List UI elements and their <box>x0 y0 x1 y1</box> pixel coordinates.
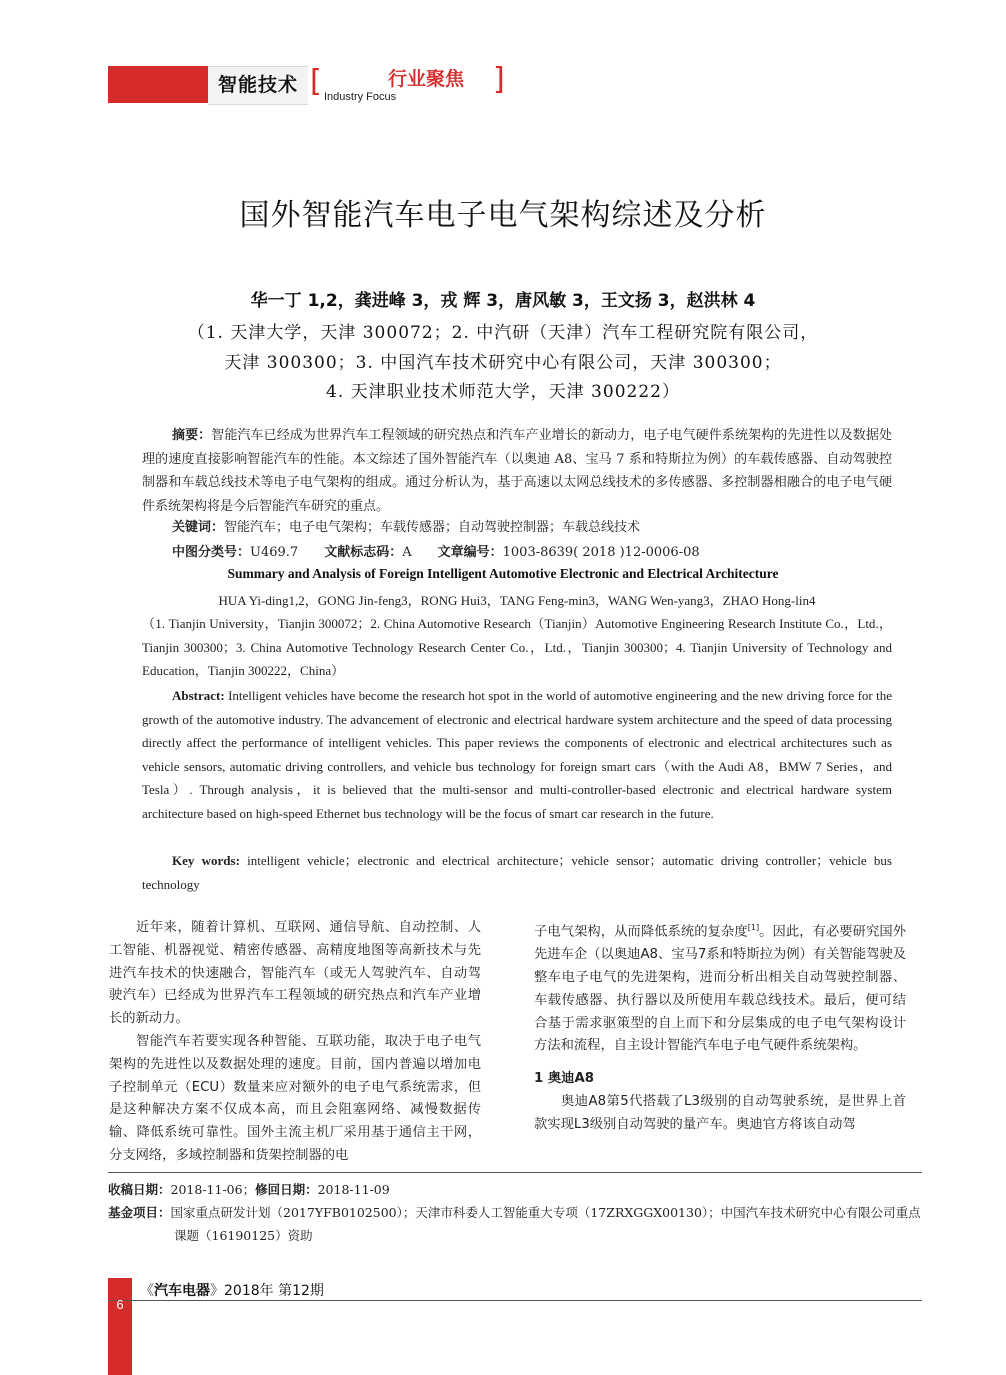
citation-ref: [1] <box>747 923 760 932</box>
footer-red-bar <box>108 1278 132 1375</box>
abstract-cn <box>142 424 892 518</box>
funding-text: 国家重点研发计划（2017YFB0102500）；天津市科委人工智能重大专项（17ZRXGGX00130）；中国汽车技术研究中心有限公司重点课题（16190125）资助 <box>170 1205 921 1243</box>
article-no-label: 文章编号： <box>437 545 503 560</box>
bracket-left-icon: [ <box>310 64 322 99</box>
received-dates <box>108 1178 922 1201</box>
article-no-value: 1003-8639( 2018 )12-0006-08 <box>502 545 700 560</box>
keywords-cn <box>142 516 922 540</box>
english-abstract-text: Intelligent vehicles have become the research hot spot in the world of automotive engineering and the new driving force for the growth of the automotive industry. The advancement of electronic and electrical hardware system architecture and the speed of data processing directly affect the performance of intelligent vehicles. This paper reviews the components of electronic and electrical architectures such as vehicle sensors, automatic driving controllers, and vehicle bus technology for foreign smart cars（with the Audi A8，BMW 7 Series，and Tesla）. Through analysis，it is believed that the multi-sensor and multi-controller-based electronic and electrical hardware system architecture based on high-speed Ethernet bus technology will be the focus of smart car research in the future. <box>142 688 892 821</box>
industry-focus-en-label: Industry Focus <box>324 91 397 103</box>
journal-name: 汽车电器 <box>154 1283 210 1299</box>
body-paragraph: 奥迪A8第5代搭载了L3级别的自动驾驶系统，是世界上首款实现L3级别自动驾驶的量产车。奥迪官方将该自动驾 <box>534 1094 906 1132</box>
english-affiliation: （1. Tianjin University，Tianjin 300072；2. China Automotive Research（Tianjin）Automotive Engineering Research Institute Co.，Ltd.，Tianjin 300300；3. China Automotive Technology Research Center Co.，Ltd.，Tianjin 300300；4. Tianjin University of Technology and Education，Tianjin 300222，China） <box>142 616 892 678</box>
doc-code-label: 文献标志码： <box>324 545 403 560</box>
industry-focus-label: 行业聚焦 <box>388 68 465 90</box>
body-paragraph: 智能汽车若要实现各种智能、互联功能，取决于电子电气架构的先进性以及数据处理的速度。目前，国内普遍以增加电子控制单元（ECU）数量来应对额外的电子电气系统需求，但是这种解决方案不仅成本高，而且会阻塞网络、减慢数据传输、降低系统可靠性。国外主流主机厂采用基于通信主干网，分支网络，多域控制器和货架控制器的电 <box>109 1033 481 1163</box>
section-tab-label: 智能技术 <box>208 66 308 105</box>
journal-info <box>140 1280 324 1300</box>
body-text: 。因此，有必要研究国外先进车企（以奥迪A8、宝马7系和特斯拉为例）有关智能驾驶及整车电子电气的先进架构，进而分析出相关自动驾驶控制器、车载传感器、执行器以及所使用车载总线技术。最后，便可结合基于需求驱策型的自上而下和分层集成的电子电气架构设计方法和流程，自主设计智能汽车电子电气硬件系统架构。 <box>534 924 907 1054</box>
body-text: 子电气架构，从而降低系统的复杂度 <box>534 924 748 940</box>
clc-value: U469.7 <box>250 545 299 560</box>
classification-line <box>142 541 922 565</box>
footnote-divider <box>108 1172 922 1173</box>
journal-issue: 》2018年 第12期 <box>210 1283 324 1299</box>
page-number: 6 <box>116 1297 124 1312</box>
body-paragraph: 近年来，随着计算机、互联网、通信导航、自动控制、人工智能、机器视觉、精密传感器、高精度地图等高新技术与先进汽车技术的快速融合，智能汽车（或无人驾驶汽车、自动驾驶汽车）已经成为世界汽车工程领域的研究热点和汽车产业增长的新动力。 <box>109 920 481 1027</box>
header-red-bar <box>108 66 208 103</box>
abstract-cn-text: 智能汽车已经成为世界汽车工程领域的研究热点和汽车产业增长的新动力，电子电气硬件系统架构的先进性以及数据处理的速度直接影响智能汽车的性能。本文综述了国外智能汽车（以奥迪 A8、宝马 7 系和特斯拉为例）的车载传感器、自动驾驶控制器和车载总线技术等电子电气架构的组成。通过分析认为，基于高速以太网总线技术的多传感器、多控制器相融合的电子电气硬件系统架构将是今后智能汽车研究的重点。 <box>142 428 892 514</box>
bracket-right-icon: ] <box>493 62 505 97</box>
affiliation-line: 4. 天津职业技术师范大学，天津 300222） <box>326 382 680 402</box>
english-keywords-text: intelligent vehicle；electronic and electrical architecture；vehicle sensor；automatic driving controller；vehicle bus technology <box>142 853 892 892</box>
doc-code-value: A <box>402 545 412 560</box>
author-list: 华一丁 1,2，龚进峰 3，戎 辉 3，唐风敏 3，王文扬 3，赵洪林 4 <box>250 291 756 311</box>
affiliation-line: （1. 天津大学，天津 300072；2. 中汽研（天津）汽车工程研究院有限公司， <box>187 323 819 343</box>
clc-label: 中图分类号： <box>172 545 251 560</box>
abstract-cn-label: 摘要： <box>172 428 212 443</box>
english-keywords-label: Key words: <box>172 853 240 868</box>
english-authors: HUA Yi-ding1,2，GONG Jin-feng3，RONG Hui3，TANG Feng-min3，WANG Wen-yang3，ZHAO Hong-lin4 <box>218 593 816 608</box>
received-label: 收稿日期： <box>108 1182 171 1197</box>
keywords-cn-text: 智能汽车；电子电气架构；车载传感器；自动驾驶控制器；车载总线技术 <box>224 520 641 535</box>
keywords-cn-label: 关键词： <box>172 520 225 535</box>
affiliation-line: 天津 300300；3. 中国汽车技术研究中心有限公司，天津 300300； <box>224 353 782 373</box>
paper-title: 国外智能汽车电子电气架构综述及分析 <box>239 198 767 233</box>
english-title: Summary and Analysis of Foreign Intelligent Automotive Electronic and Electrical Architecture <box>227 566 779 581</box>
revised-label: 修回日期： <box>255 1182 318 1197</box>
body-paragraph <box>534 917 906 1058</box>
english-abstract <box>142 684 892 825</box>
body-column-left <box>109 917 481 1168</box>
received-date: 2018-11-06； <box>170 1182 256 1197</box>
footer-divider <box>108 1300 922 1301</box>
english-abstract-label: Abstract: <box>172 688 225 703</box>
body-column-right <box>534 917 906 1137</box>
section-heading: 1 奥迪A8 <box>534 1071 595 1087</box>
english-keywords <box>142 849 892 896</box>
funding-label: 基金项目： <box>108 1205 171 1220</box>
funding-note <box>108 1201 922 1247</box>
journal-prefix: 《 <box>140 1283 154 1299</box>
revised-date: 2018-11-09 <box>317 1182 390 1197</box>
